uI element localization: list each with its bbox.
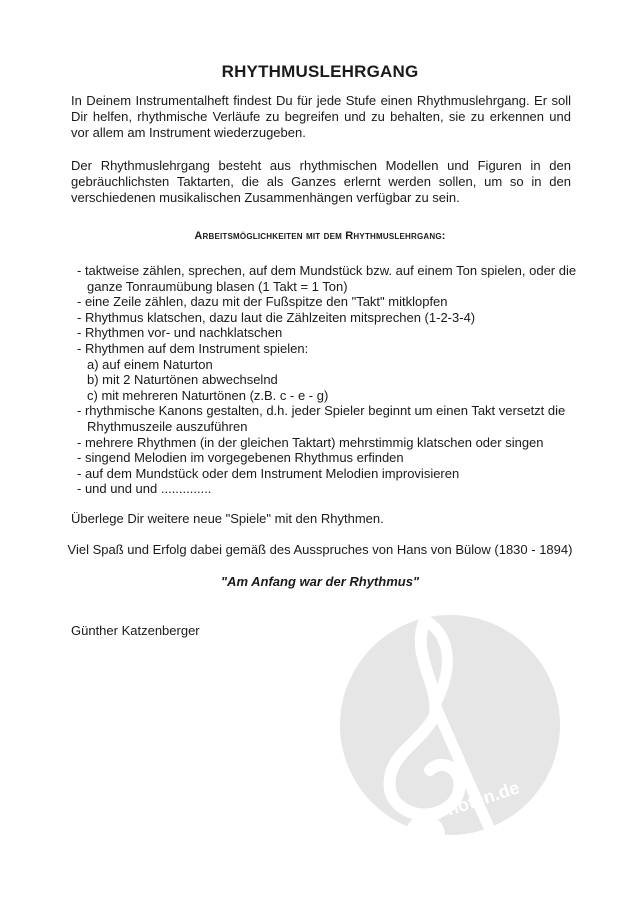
list-subitem: c) mit mehreren Naturtönen (z.B. c - e - g) [87, 387, 329, 403]
treble-clef-icon [340, 615, 560, 835]
list-item: - mehrere Rhythmen (in der gleichen Taktart) mehrstimmig klatschen oder singen [77, 434, 544, 450]
section-heading: Arbeitsmöglichkeiten mit dem Rhythmuslehrgang: [194, 230, 446, 242]
watermark-text: alle-noten.de [410, 777, 522, 831]
page-title: RHYTHMUSLEHRGANG [221, 62, 419, 81]
list-item: - singend Melodien im vorgegebenen Rhythmus erfinden [77, 450, 404, 466]
list-item: - Rhythmen auf dem Instrument spielen: [77, 340, 309, 356]
author-name: Günther Katzenberger [71, 623, 200, 638]
quote: "Am Anfang war der Rhythmus" [220, 574, 420, 589]
list-item: - eine Zeile zählen, dazu mit der Fußspitze den "Takt" mitklopfen [77, 294, 448, 310]
list-item: - rhythmische Kanons gestalten, d.h. jeder Spieler beginnt um einen Takt versetzt die Rhythmuszeile auszuführen [77, 403, 566, 434]
intro-paragraph: In Deinem Instrumentalheft findest Du für jede Stufe einen Rhythmuslehrgang. Er soll Dir helfen, rhythmische Verläufe zu begreifen und zu behalten, sie zu erkennen und vor allem am Instrument wiederzugeben. [71, 93, 571, 140]
list-subitem: a) auf einem Naturton [87, 356, 213, 372]
activity-list [77, 263, 577, 497]
list-item: - taktweise zählen, sprechen, auf dem Mundstück bzw. auf einem Ton spielen, oder die ganze Tonraumübung blasen (1 Takt = 1 Ton) [77, 263, 577, 294]
list-item: - auf dem Mundstück oder dem Instrument Melodien improvisieren [77, 465, 460, 481]
list-subitem: b) mit 2 Naturtönen abwechselnd [87, 372, 278, 388]
list-item: - Rhythmus klatschen, dazu laut die Zählzeiten mitsprechen (1-2-3-4) [77, 309, 476, 325]
list-item: - und und und .............. [77, 481, 212, 497]
list-item: - Rhythmen vor- und nachklatschen [77, 325, 283, 341]
outro-text: Überlege Dir weitere neue "Spiele" mit den Rhythmen. [71, 511, 384, 526]
thanks-text: Viel Spaß und Erfolg dabei gemäß des Ausspruches von Hans von Bülow (1830 - 1894) [67, 542, 573, 557]
description-paragraph: Der Rhythmuslehrgang besteht aus rhythmischen Modellen und Figuren in den gebräuchlichsten Taktarten, die als Ganzes erlernt werden sollen, um so in den verschiedenen musikalischen Zusammenhängen verfügbar zu sein. [71, 158, 571, 205]
